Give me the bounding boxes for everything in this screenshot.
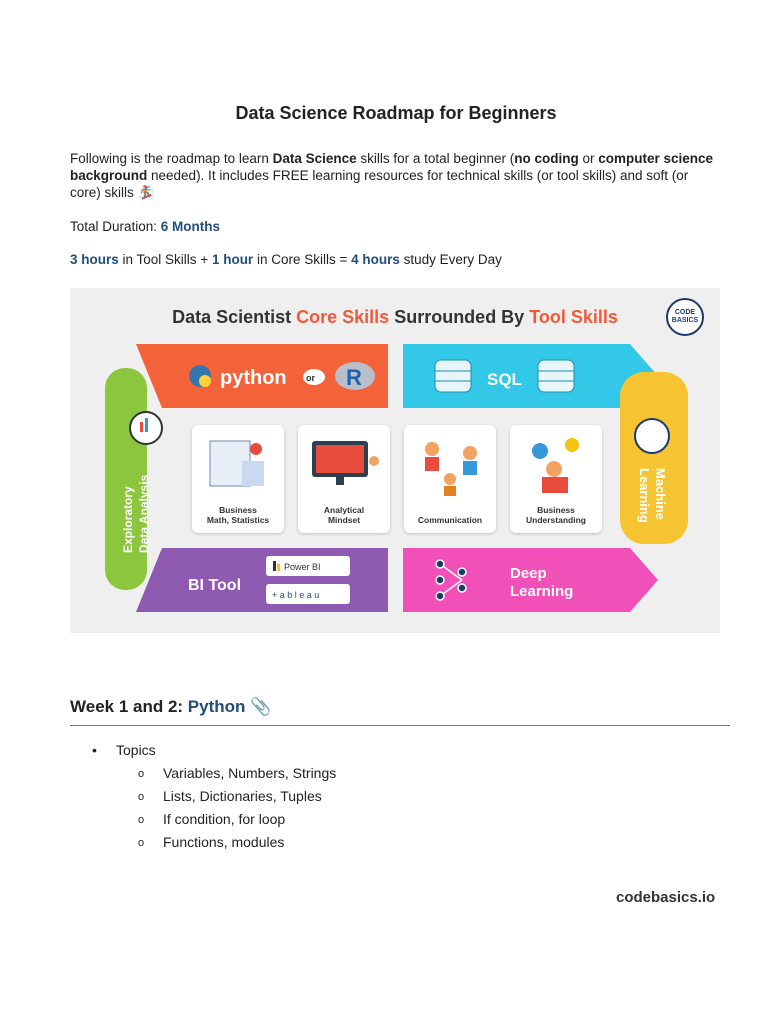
ml-label-1: Machine: [653, 468, 668, 521]
footer-site: codebasics.io: [616, 889, 716, 906]
skills-diagram: [70, 288, 720, 633]
eda-label-1: Exploratory: [121, 486, 135, 553]
week-heading: Week 1 and 2: Python 📎: [70, 697, 272, 716]
r-label: R: [346, 365, 362, 390]
intro-paragraph: Following is the roadmap to learn Data Science skills for a total beginner (no coding or computer science background needed). It includes FREE learning resources for technical skills (or tool skills) and soft (or core) skills 🏂: [70, 151, 714, 200]
eda-label-2: Data Analysis: [137, 474, 151, 553]
core-skill-card-analytical: Analytical Mindset: [298, 425, 390, 533]
sql-label: SQL: [487, 370, 522, 389]
total-duration: Total Duration: 6 Months: [70, 219, 221, 234]
bi-tool-banner: [136, 548, 388, 612]
deep-label-2: Learning: [510, 583, 574, 600]
roadmap-figure: [70, 288, 720, 633]
powerbi-label: Power BI: [284, 562, 321, 572]
bi-tool-label: BI Tool: [188, 577, 242, 594]
core-skill-card-communication: Communication: [404, 425, 496, 533]
topics-label: Topics: [116, 742, 156, 758]
core-skill-card-business: Business Understanding: [510, 425, 602, 533]
business-thinking-icon: [510, 431, 602, 501]
heading-divider: [70, 725, 730, 726]
or-label: or: [306, 373, 315, 383]
statistics-illustration-icon: [192, 431, 284, 501]
page-title: Data Science Roadmap for Beginners: [235, 103, 557, 123]
paperclip-icon: 📎: [250, 697, 272, 716]
people-talking-icon: [404, 431, 496, 501]
deep-label-1: Deep: [510, 565, 547, 582]
figure-title: Data Scientist Core Skills Surrounded By Tool Skills: [172, 307, 618, 327]
daily-schedule: 3 hours in Tool Skills + 1 hour in Core Skills = 4 hours study Every Day: [70, 252, 502, 267]
database-icon: [435, 360, 471, 392]
codebasics-logo: CODE BASICS: [666, 298, 704, 336]
ml-label-2: Learning: [637, 468, 652, 523]
powerbi-icon: [273, 561, 276, 571]
database-icon: [538, 360, 574, 392]
core-skill-card-math: Business Math, Statistics: [192, 425, 284, 533]
analytics-monitor-icon: [298, 431, 390, 501]
python-label: python: [220, 367, 287, 389]
tableau-label: + a b l e a u: [272, 590, 320, 600]
ai-head-icon: [635, 419, 669, 453]
